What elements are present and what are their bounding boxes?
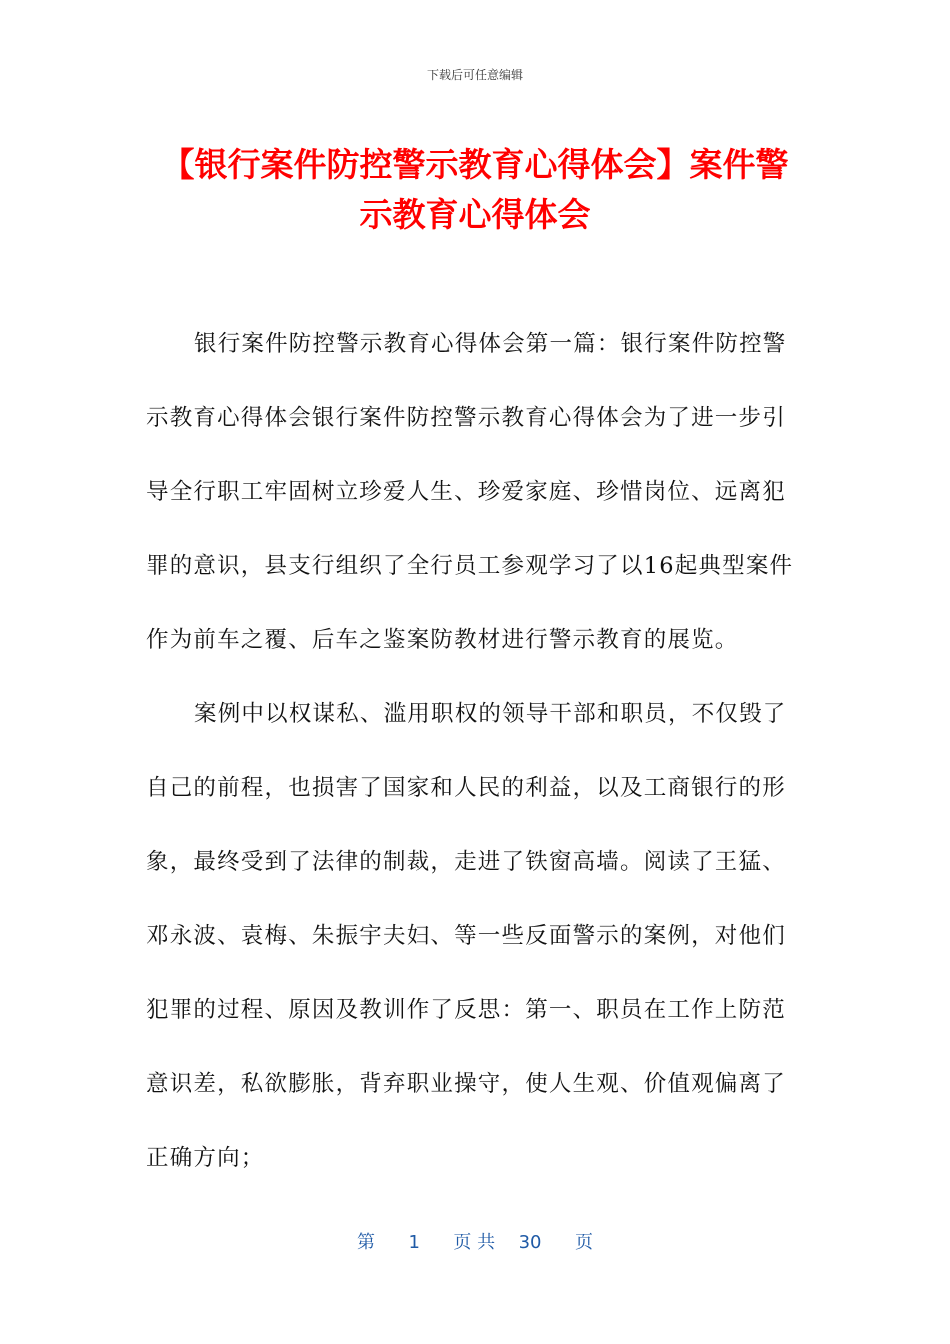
- paragraph-line: 象，最终受到了法律的制裁，走进了铁窗高墙。阅读了王猛、: [146, 849, 786, 875]
- page-mid-text: 页 共: [453, 1232, 496, 1253]
- paragraph-line: 示教育心得体会银行案件防控警示教育心得体会为了进一步引: [146, 405, 786, 431]
- paragraph-line: 正确方向；: [146, 1145, 265, 1171]
- page-prefix: 第: [357, 1232, 376, 1253]
- document-title: [120, 140, 830, 240]
- paragraph-line: 案例中以权谋私、滥用职权的领导干部和职员，不仅毁了: [194, 701, 787, 727]
- paragraph-line: 银行案件防控警示教育心得体会第一篇：银行案件防控警: [194, 331, 787, 357]
- page-footer: [0, 1228, 950, 1254]
- paragraph-line: 犯罪的过程、原因及教训作了反思：第一、职员在工作上防范: [146, 997, 786, 1023]
- header-note: 下载后可任意编辑: [426, 68, 523, 82]
- document-body: [146, 324, 806, 1212]
- paragraph-line: 作为前车之覆、后车之鉴案防教材进行警示教育的展览。: [146, 627, 739, 653]
- paragraph-line: 邓永波、袁梅、朱振宇夫妇、等一些反面警示的案例，对他们: [146, 923, 786, 949]
- paragraph-line: 导全行职工牢固树立珍爱人生、珍爱家庭、珍惜岗位、远离犯: [146, 479, 786, 505]
- page-suffix: 页: [574, 1232, 593, 1253]
- total-pages: 30: [518, 1232, 542, 1253]
- title-line: 【银行案件防控警示教育心得体会】案件警: [161, 145, 789, 184]
- title-line: 示教育心得体会: [359, 195, 591, 234]
- current-page-number: 1: [408, 1232, 420, 1253]
- paragraph-line: 自己的前程，也损害了国家和人民的利益，以及工商银行的形: [146, 775, 786, 801]
- paragraph-line: 意识差，私欲膨胀，背弃职业操守，使人生观、价值观偏离了: [146, 1071, 786, 1097]
- paragraph-line: 罪的意识，县支行组织了全行员工参观学习了以16起典型案件: [146, 553, 794, 579]
